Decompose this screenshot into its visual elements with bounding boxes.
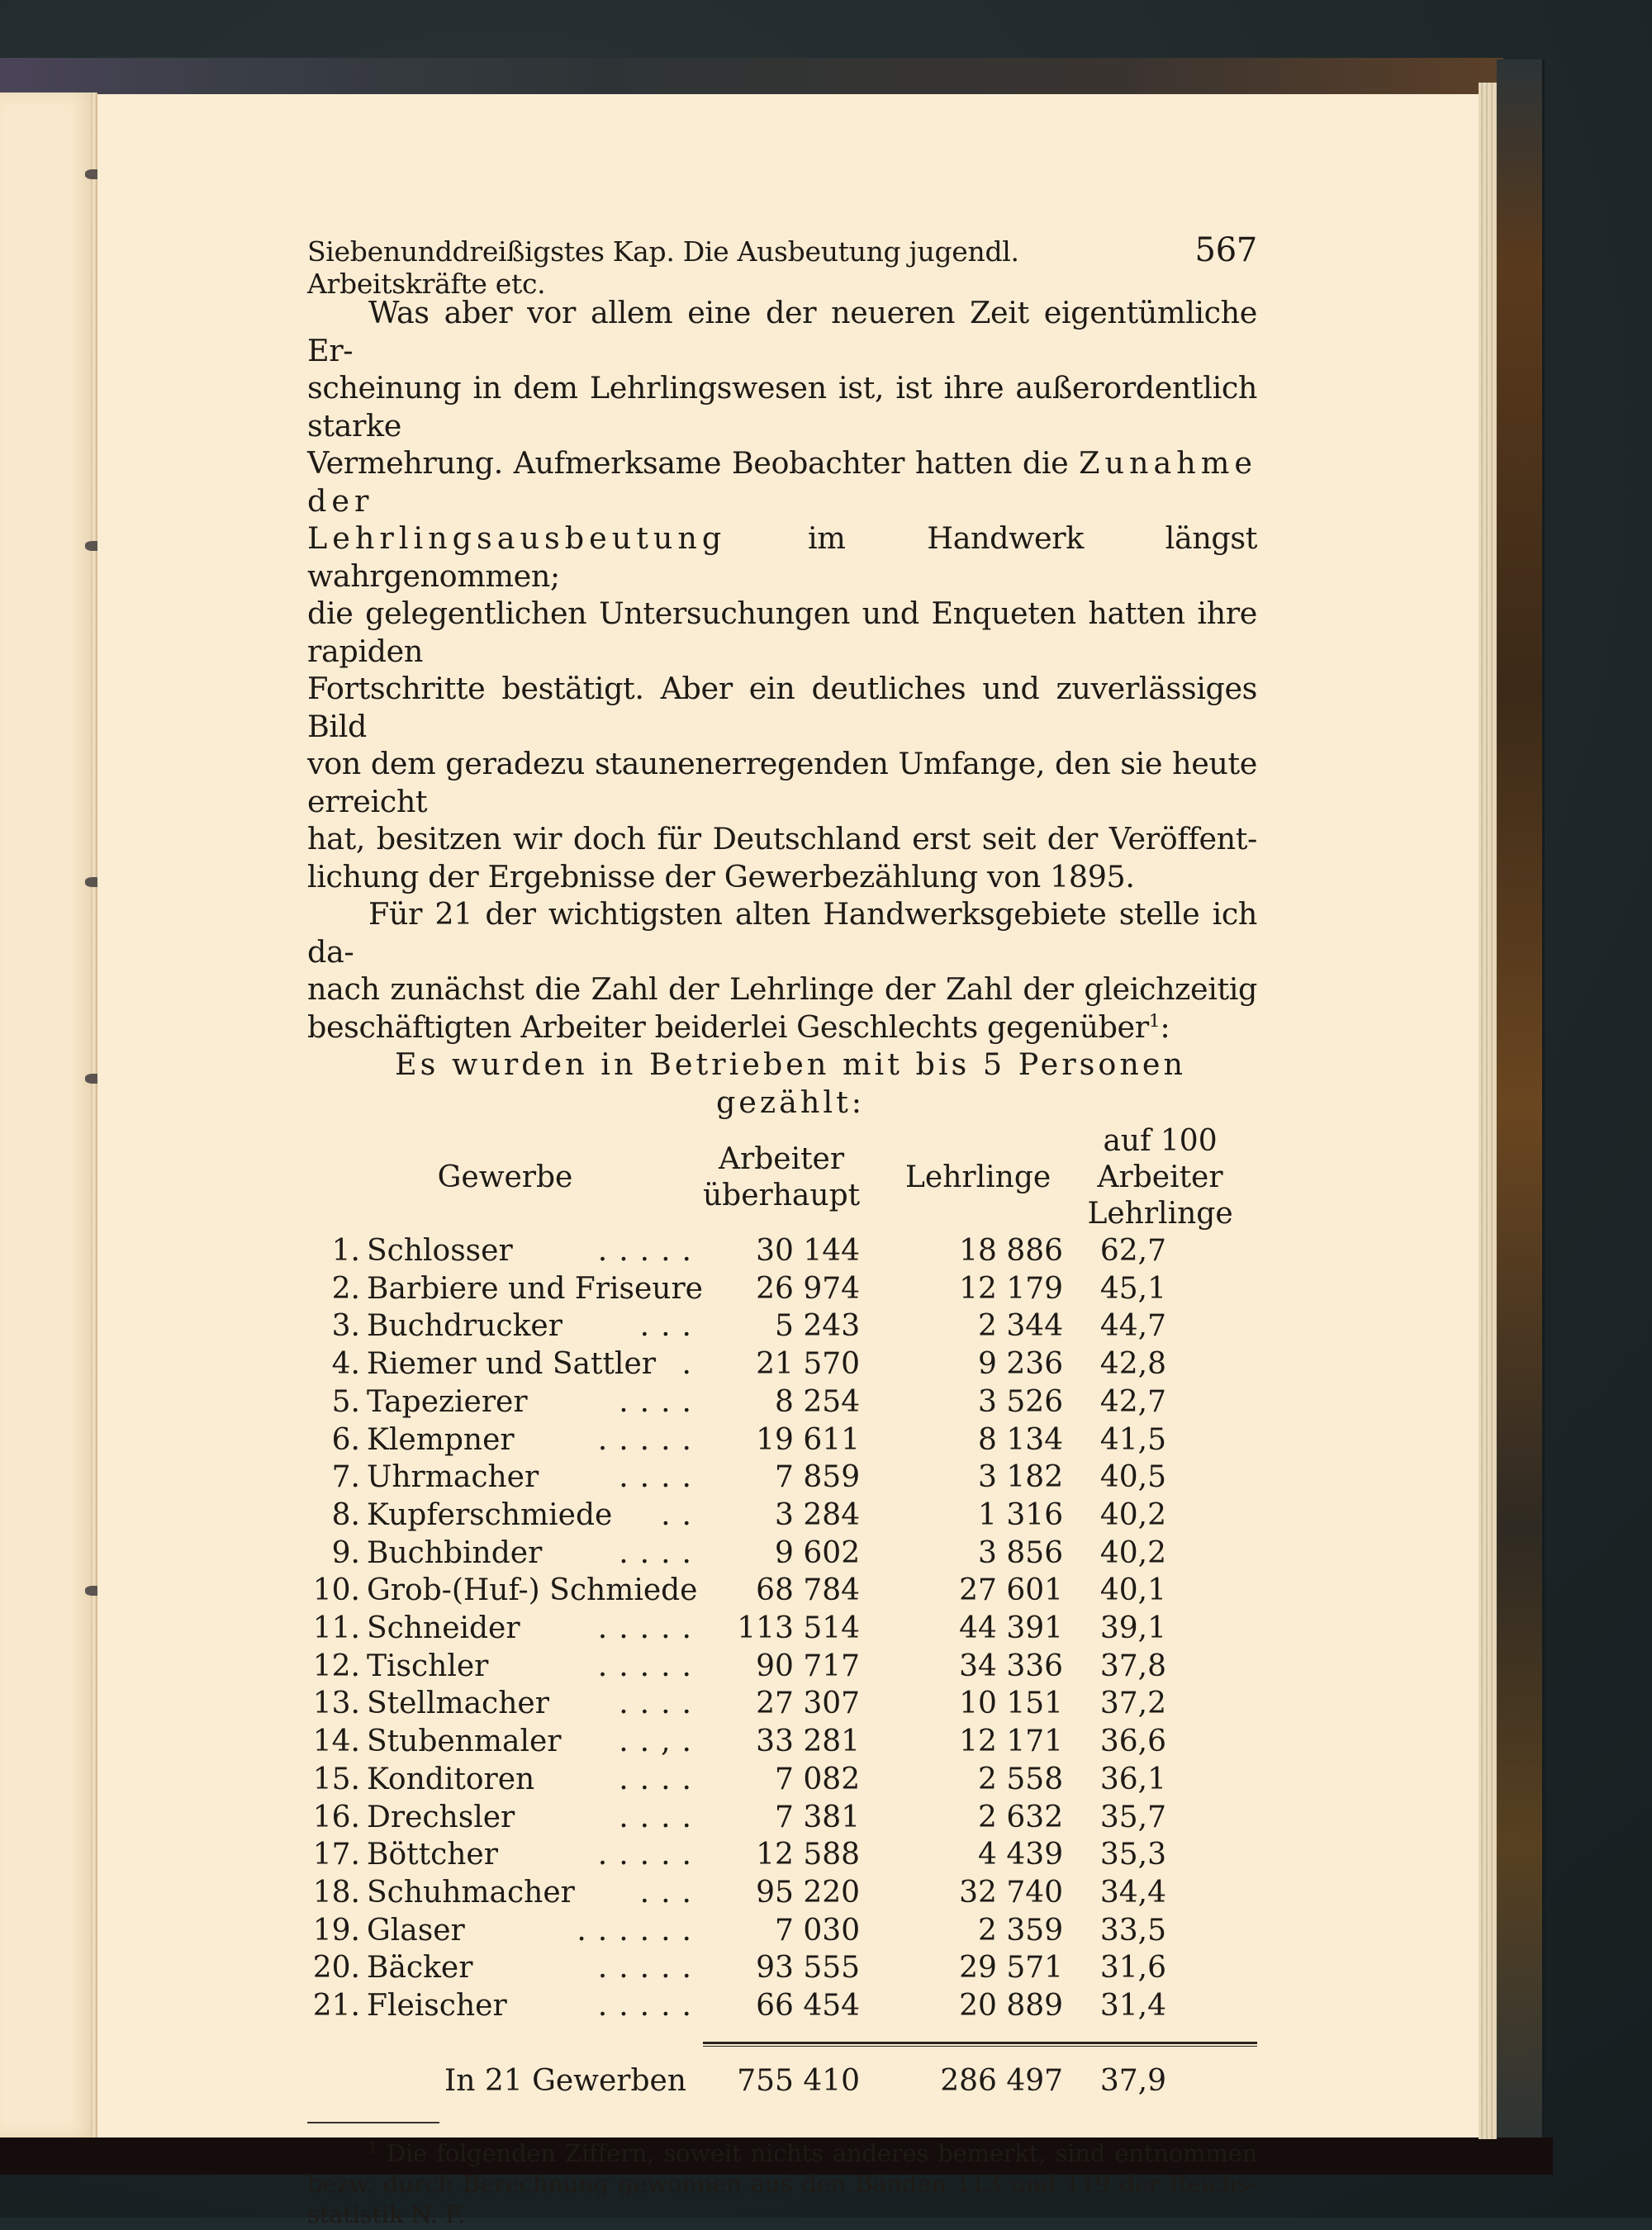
row-lehrlinge: 27 601 bbox=[959, 1573, 1064, 1608]
table-row bbox=[307, 1987, 1257, 2025]
row-lehrlinge: 3 856 bbox=[978, 1535, 1064, 1570]
row-arbeiter: 8 254 bbox=[775, 1384, 861, 1419]
row-gewerbe: Grob-(Huf-) Schmiede bbox=[367, 1573, 698, 1608]
row-lehrlinge: 8 134 bbox=[978, 1422, 1064, 1457]
row-arbeiter: 90 717 bbox=[756, 1649, 861, 1683]
header-ratio: auf 100 Arbeiter Lehrlinge bbox=[1087, 1124, 1233, 1231]
book-spine-top-edge bbox=[0, 58, 1503, 95]
row-ratio: 45,1 bbox=[1099, 1271, 1166, 1306]
leader-dots: .... bbox=[619, 1384, 703, 1419]
table-row bbox=[307, 1949, 1257, 1987]
row-number: 21. bbox=[312, 1989, 360, 2024]
row-number: 18. bbox=[312, 1875, 360, 1910]
row-gewerbe: Glaser ...... bbox=[367, 1912, 703, 1950]
row-lehrlinge: 4 439 bbox=[978, 1838, 1064, 1872]
row-number: 9. bbox=[331, 1535, 360, 1570]
book-board-right-edge bbox=[1497, 59, 1545, 2157]
table-row bbox=[307, 1874, 1257, 1912]
row-ratio: 35,7 bbox=[1099, 1800, 1166, 1834]
row-arbeiter: 66 454 bbox=[756, 1989, 861, 2024]
row-lehrlinge: 29 571 bbox=[959, 1951, 1064, 1986]
leader-dots: ... bbox=[639, 1309, 703, 1344]
total-lehrlinge: 286 497 bbox=[940, 2064, 1064, 2099]
row-lehrlinge: 12 171 bbox=[959, 1725, 1064, 1759]
leader-dots: . bbox=[681, 1347, 703, 1382]
row-ratio: 40,1 bbox=[1099, 1573, 1166, 1608]
header-arbeiter: Arbeiter überhaupt bbox=[703, 1142, 861, 1212]
row-lehrlinge: 2 632 bbox=[978, 1800, 1064, 1834]
text-line: von dem geradezu staunenerregenden Umfange, den sie heute erreicht bbox=[307, 746, 1257, 819]
footnote-line: $^1$ Die folgenden Ziffern, soweit nichts anderes bemerkt, sind entnommen bbox=[368, 2139, 1257, 2168]
row-gewerbe: Konditoren .... bbox=[367, 1761, 703, 1799]
row-number: 5. bbox=[331, 1384, 360, 1419]
left-page-sliver bbox=[0, 93, 93, 2137]
table-row bbox=[307, 1685, 1257, 1723]
table-title: Es wurden in Betrieben mit bis 5 Personen gezählt: bbox=[395, 1046, 1186, 1120]
row-lehrlinge: 1 316 bbox=[978, 1497, 1064, 1532]
text-line: die gelegentlichen Untersuchungen und Enqueten hatten ihre rapiden bbox=[307, 595, 1257, 669]
leader-dots: ..... bbox=[597, 1989, 703, 2024]
row-lehrlinge: 2 558 bbox=[978, 1762, 1064, 1796]
book-gutter bbox=[91, 93, 97, 2137]
row-lehrlinge: 18 886 bbox=[959, 1234, 1064, 1268]
row-ratio: 37,2 bbox=[1099, 1687, 1166, 1721]
row-gewerbe: Tapezierer .... bbox=[367, 1383, 703, 1421]
row-lehrlinge: 9 236 bbox=[978, 1347, 1064, 1382]
row-ratio: 31,6 bbox=[1099, 1951, 1166, 1986]
leader-dots: ..... bbox=[597, 1951, 703, 1986]
row-number: 15. bbox=[312, 1762, 360, 1796]
leader-dots: ..... bbox=[597, 1838, 703, 1872]
text-line: scheinung in dem Lehrlingswesen ist, ist ihre außerordentlich starke bbox=[307, 370, 1257, 444]
row-ratio: 42,7 bbox=[1099, 1384, 1166, 1419]
row-lehrlinge: 44 391 bbox=[959, 1611, 1064, 1646]
leader-dots: ..... bbox=[597, 1649, 703, 1683]
row-gewerbe: Barbiere und Friseure bbox=[367, 1271, 703, 1306]
row-gewerbe: Bäcker ..... bbox=[367, 1949, 703, 1987]
row-number: 8. bbox=[331, 1497, 360, 1532]
row-arbeiter: 93 555 bbox=[756, 1951, 861, 1986]
row-arbeiter: 21 570 bbox=[756, 1347, 861, 1382]
leader-dots: .... bbox=[619, 1800, 703, 1834]
text-line: Fortschritte bestätigt. Aber ein deutliches und zuverlässiges Bild bbox=[307, 671, 1257, 744]
row-arbeiter: 27 307 bbox=[756, 1687, 861, 1721]
emphasized-text: Zunahme der bbox=[307, 445, 1258, 519]
table-row bbox=[307, 1799, 1257, 1837]
table-row bbox=[307, 1723, 1257, 1761]
total-rule-row bbox=[307, 2025, 1257, 2063]
leader-dots: ..,. bbox=[619, 1725, 703, 1759]
row-arbeiter: 95 220 bbox=[756, 1875, 861, 1910]
table-row bbox=[307, 1761, 1257, 1799]
table-row bbox=[307, 1648, 1257, 1686]
row-gewerbe: Schuhmacher ... bbox=[367, 1874, 703, 1912]
row-gewerbe: Schneider ..... bbox=[367, 1610, 703, 1648]
table-row bbox=[307, 1836, 1257, 1874]
row-number: 6. bbox=[331, 1422, 360, 1457]
total-ratio: 37,9 bbox=[1099, 2064, 1166, 2099]
row-arbeiter: 7 082 bbox=[775, 1762, 861, 1796]
table-row bbox=[307, 1535, 1257, 1573]
row-gewerbe: Riemer und Sattler . bbox=[367, 1345, 703, 1383]
emphasized-text: Lehrlingsausbeutung bbox=[307, 520, 727, 556]
header-lehrlinge: Lehrlinge bbox=[905, 1160, 1051, 1194]
row-ratio: 33,5 bbox=[1099, 1913, 1166, 1948]
row-ratio: 40,2 bbox=[1099, 1497, 1166, 1532]
row-gewerbe: Stellmacher .... bbox=[367, 1685, 703, 1723]
text-line: Für 21 der wichtigsten alten Handwerksgebiete stelle ich da- bbox=[307, 896, 1257, 970]
paragraph-2 bbox=[307, 895, 1257, 1046]
row-number: 11. bbox=[312, 1611, 360, 1646]
table-row bbox=[307, 1497, 1257, 1535]
table-row bbox=[307, 1307, 1257, 1345]
row-gewerbe: Buchbinder .... bbox=[367, 1535, 703, 1573]
row-lehrlinge: 34 336 bbox=[959, 1649, 1064, 1683]
row-number: 19. bbox=[312, 1913, 360, 1948]
paragraph-1 bbox=[307, 294, 1257, 895]
table-row bbox=[307, 1383, 1257, 1421]
row-lehrlinge: 32 740 bbox=[959, 1875, 1064, 1910]
row-ratio: 42,8 bbox=[1099, 1347, 1166, 1382]
row-arbeiter: 5 243 bbox=[775, 1309, 861, 1344]
row-ratio: 31,4 bbox=[1099, 1989, 1166, 2024]
row-number: 2. bbox=[331, 1271, 360, 1306]
row-ratio: 37,8 bbox=[1099, 1649, 1166, 1683]
row-lehrlinge: 20 889 bbox=[959, 1989, 1064, 2024]
footnote-reference[interactable]: 1 bbox=[1148, 1010, 1161, 1032]
row-arbeiter: 68 784 bbox=[756, 1573, 861, 1608]
row-arbeiter: 19 611 bbox=[756, 1422, 861, 1457]
row-number: 12. bbox=[312, 1649, 360, 1683]
running-head-title: Siebenunddreißigstes Kap. Die Ausbeutung jugendl. Arbeitskräfte etc. bbox=[307, 235, 1019, 300]
text-line: nach zunächst die Zahl der Lehrlinge der Zahl der gleichzeitig bbox=[307, 971, 1257, 1007]
row-lehrlinge: 12 179 bbox=[959, 1271, 1064, 1306]
row-arbeiter: 7 030 bbox=[775, 1913, 861, 1948]
row-number: 17. bbox=[312, 1838, 360, 1872]
footnote-marker: 1 bbox=[368, 2140, 377, 2157]
row-lehrlinge: 3 526 bbox=[978, 1384, 1064, 1419]
leader-dots: .... bbox=[619, 1762, 703, 1796]
table-row bbox=[307, 1912, 1257, 1950]
row-lehrlinge: 10 151 bbox=[959, 1687, 1064, 1721]
table-header-row bbox=[307, 1123, 1257, 1232]
row-number: 1. bbox=[331, 1234, 360, 1268]
leader-dots: .. bbox=[661, 1497, 703, 1532]
row-arbeiter: 26 974 bbox=[756, 1271, 861, 1306]
row-gewerbe: Tischler ..... bbox=[367, 1648, 703, 1686]
total-label: In 21 Gewerben bbox=[444, 2064, 686, 2099]
row-ratio: 36,1 bbox=[1099, 1762, 1166, 1796]
row-number: 4. bbox=[331, 1347, 360, 1382]
leader-dots: .... bbox=[619, 1460, 703, 1495]
row-gewerbe: Schlosser ..... bbox=[367, 1232, 703, 1270]
row-gewerbe: Uhrmacher .... bbox=[367, 1459, 703, 1497]
row-gewerbe: Stubenmaler ..,. bbox=[367, 1723, 703, 1761]
row-lehrlinge: 2 344 bbox=[978, 1309, 1064, 1344]
table-row bbox=[307, 1572, 1257, 1610]
row-ratio: 34,4 bbox=[1099, 1875, 1166, 1910]
row-arbeiter: 12 588 bbox=[756, 1838, 861, 1872]
page-number: 567 bbox=[1194, 231, 1257, 269]
row-gewerbe: Klempner ..... bbox=[367, 1421, 703, 1459]
text-line: Lehrlingsausbeutung im Handwerk längst wahrgenommen; bbox=[307, 520, 1257, 594]
table-row bbox=[307, 1270, 1257, 1308]
leader-dots: ..... bbox=[597, 1234, 703, 1268]
row-number: 13. bbox=[312, 1687, 360, 1721]
row-number: 14. bbox=[312, 1725, 360, 1759]
row-ratio: 41,5 bbox=[1099, 1422, 1166, 1457]
leader-dots: ..... bbox=[597, 1422, 703, 1457]
row-arbeiter: 113 514 bbox=[737, 1611, 861, 1646]
row-arbeiter: 30 144 bbox=[756, 1234, 861, 1268]
table-row bbox=[307, 1610, 1257, 1648]
double-rule bbox=[703, 2042, 1257, 2047]
table-row bbox=[307, 1459, 1257, 1497]
total-arbeiter: 755 410 bbox=[737, 2064, 861, 2099]
leader-dots: .... bbox=[619, 1687, 703, 1721]
header-gewerbe: Gewerbe bbox=[437, 1160, 573, 1194]
row-arbeiter: 7 859 bbox=[775, 1460, 861, 1495]
row-number: 3. bbox=[331, 1309, 360, 1344]
row-gewerbe: Fleischer ..... bbox=[367, 1987, 703, 2025]
table-row bbox=[307, 1232, 1257, 1270]
page-stack-edges bbox=[1479, 83, 1497, 2139]
text-line: beschäftigten Arbeiter beiderlei Geschlechts gegenüber$^1$: bbox=[307, 1008, 1170, 1045]
text-line: lichung der Ergebnisse der Gewerbezählung von 1895. bbox=[307, 858, 1135, 894]
footnote-line: statistik N. F. bbox=[307, 2200, 466, 2229]
row-arbeiter: 33 281 bbox=[756, 1725, 861, 1759]
row-gewerbe: Buchdrucker ... bbox=[367, 1307, 703, 1345]
row-ratio: 35,3 bbox=[1099, 1838, 1166, 1872]
table-row bbox=[307, 1345, 1257, 1383]
row-arbeiter: 3 284 bbox=[775, 1497, 861, 1532]
row-lehrlinge: 2 359 bbox=[978, 1913, 1064, 1948]
text-line: hat, besitzen wir doch für Deutschland erst seit der Veröffent- bbox=[307, 821, 1257, 856]
leader-dots: ...... bbox=[577, 1913, 703, 1948]
row-lehrlinge: 3 182 bbox=[978, 1460, 1064, 1495]
row-ratio: 39,1 bbox=[1099, 1611, 1166, 1646]
row-number: 20. bbox=[312, 1951, 360, 1986]
footnote-line: bezw. durch Berechnung gewonnen aus den Bänden 113 und 119 der Reichs- bbox=[307, 2170, 1257, 2199]
text-line: Was aber vor allem eine der neueren Zeit eigentümliche Er- bbox=[307, 295, 1257, 368]
row-gewerbe: Böttcher ..... bbox=[367, 1836, 703, 1874]
row-gewerbe: Kupferschmiede .. bbox=[367, 1497, 703, 1535]
row-ratio: 40,5 bbox=[1099, 1460, 1166, 1495]
page-content bbox=[307, 231, 1257, 2230]
row-arbeiter: 7 381 bbox=[775, 1800, 861, 1834]
row-ratio: 44,7 bbox=[1099, 1309, 1166, 1344]
leader-dots: .... bbox=[619, 1535, 703, 1570]
table-row bbox=[307, 1421, 1257, 1459]
row-ratio: 36,6 bbox=[1099, 1725, 1166, 1759]
text-line: Vermehrung. Aufmerksame Beobachter hatten die Zunahme der bbox=[307, 445, 1258, 519]
row-number: 7. bbox=[331, 1460, 360, 1495]
row-number: 16. bbox=[312, 1800, 360, 1834]
row-ratio: 40,2 bbox=[1099, 1535, 1166, 1570]
row-ratio: 62,7 bbox=[1099, 1234, 1166, 1268]
table-total-row bbox=[307, 2062, 1257, 2100]
footnote-rule bbox=[307, 2122, 439, 2123]
leader-dots: ... bbox=[639, 1875, 703, 1910]
footnote bbox=[307, 2138, 1257, 2230]
running-head bbox=[307, 231, 1257, 300]
row-arbeiter: 9 602 bbox=[775, 1535, 861, 1570]
row-gewerbe: Drechsler .... bbox=[367, 1799, 703, 1837]
apprentice-table bbox=[307, 1123, 1257, 2100]
leader-dots: ..... bbox=[597, 1611, 703, 1646]
row-number: 10. bbox=[312, 1573, 360, 1608]
